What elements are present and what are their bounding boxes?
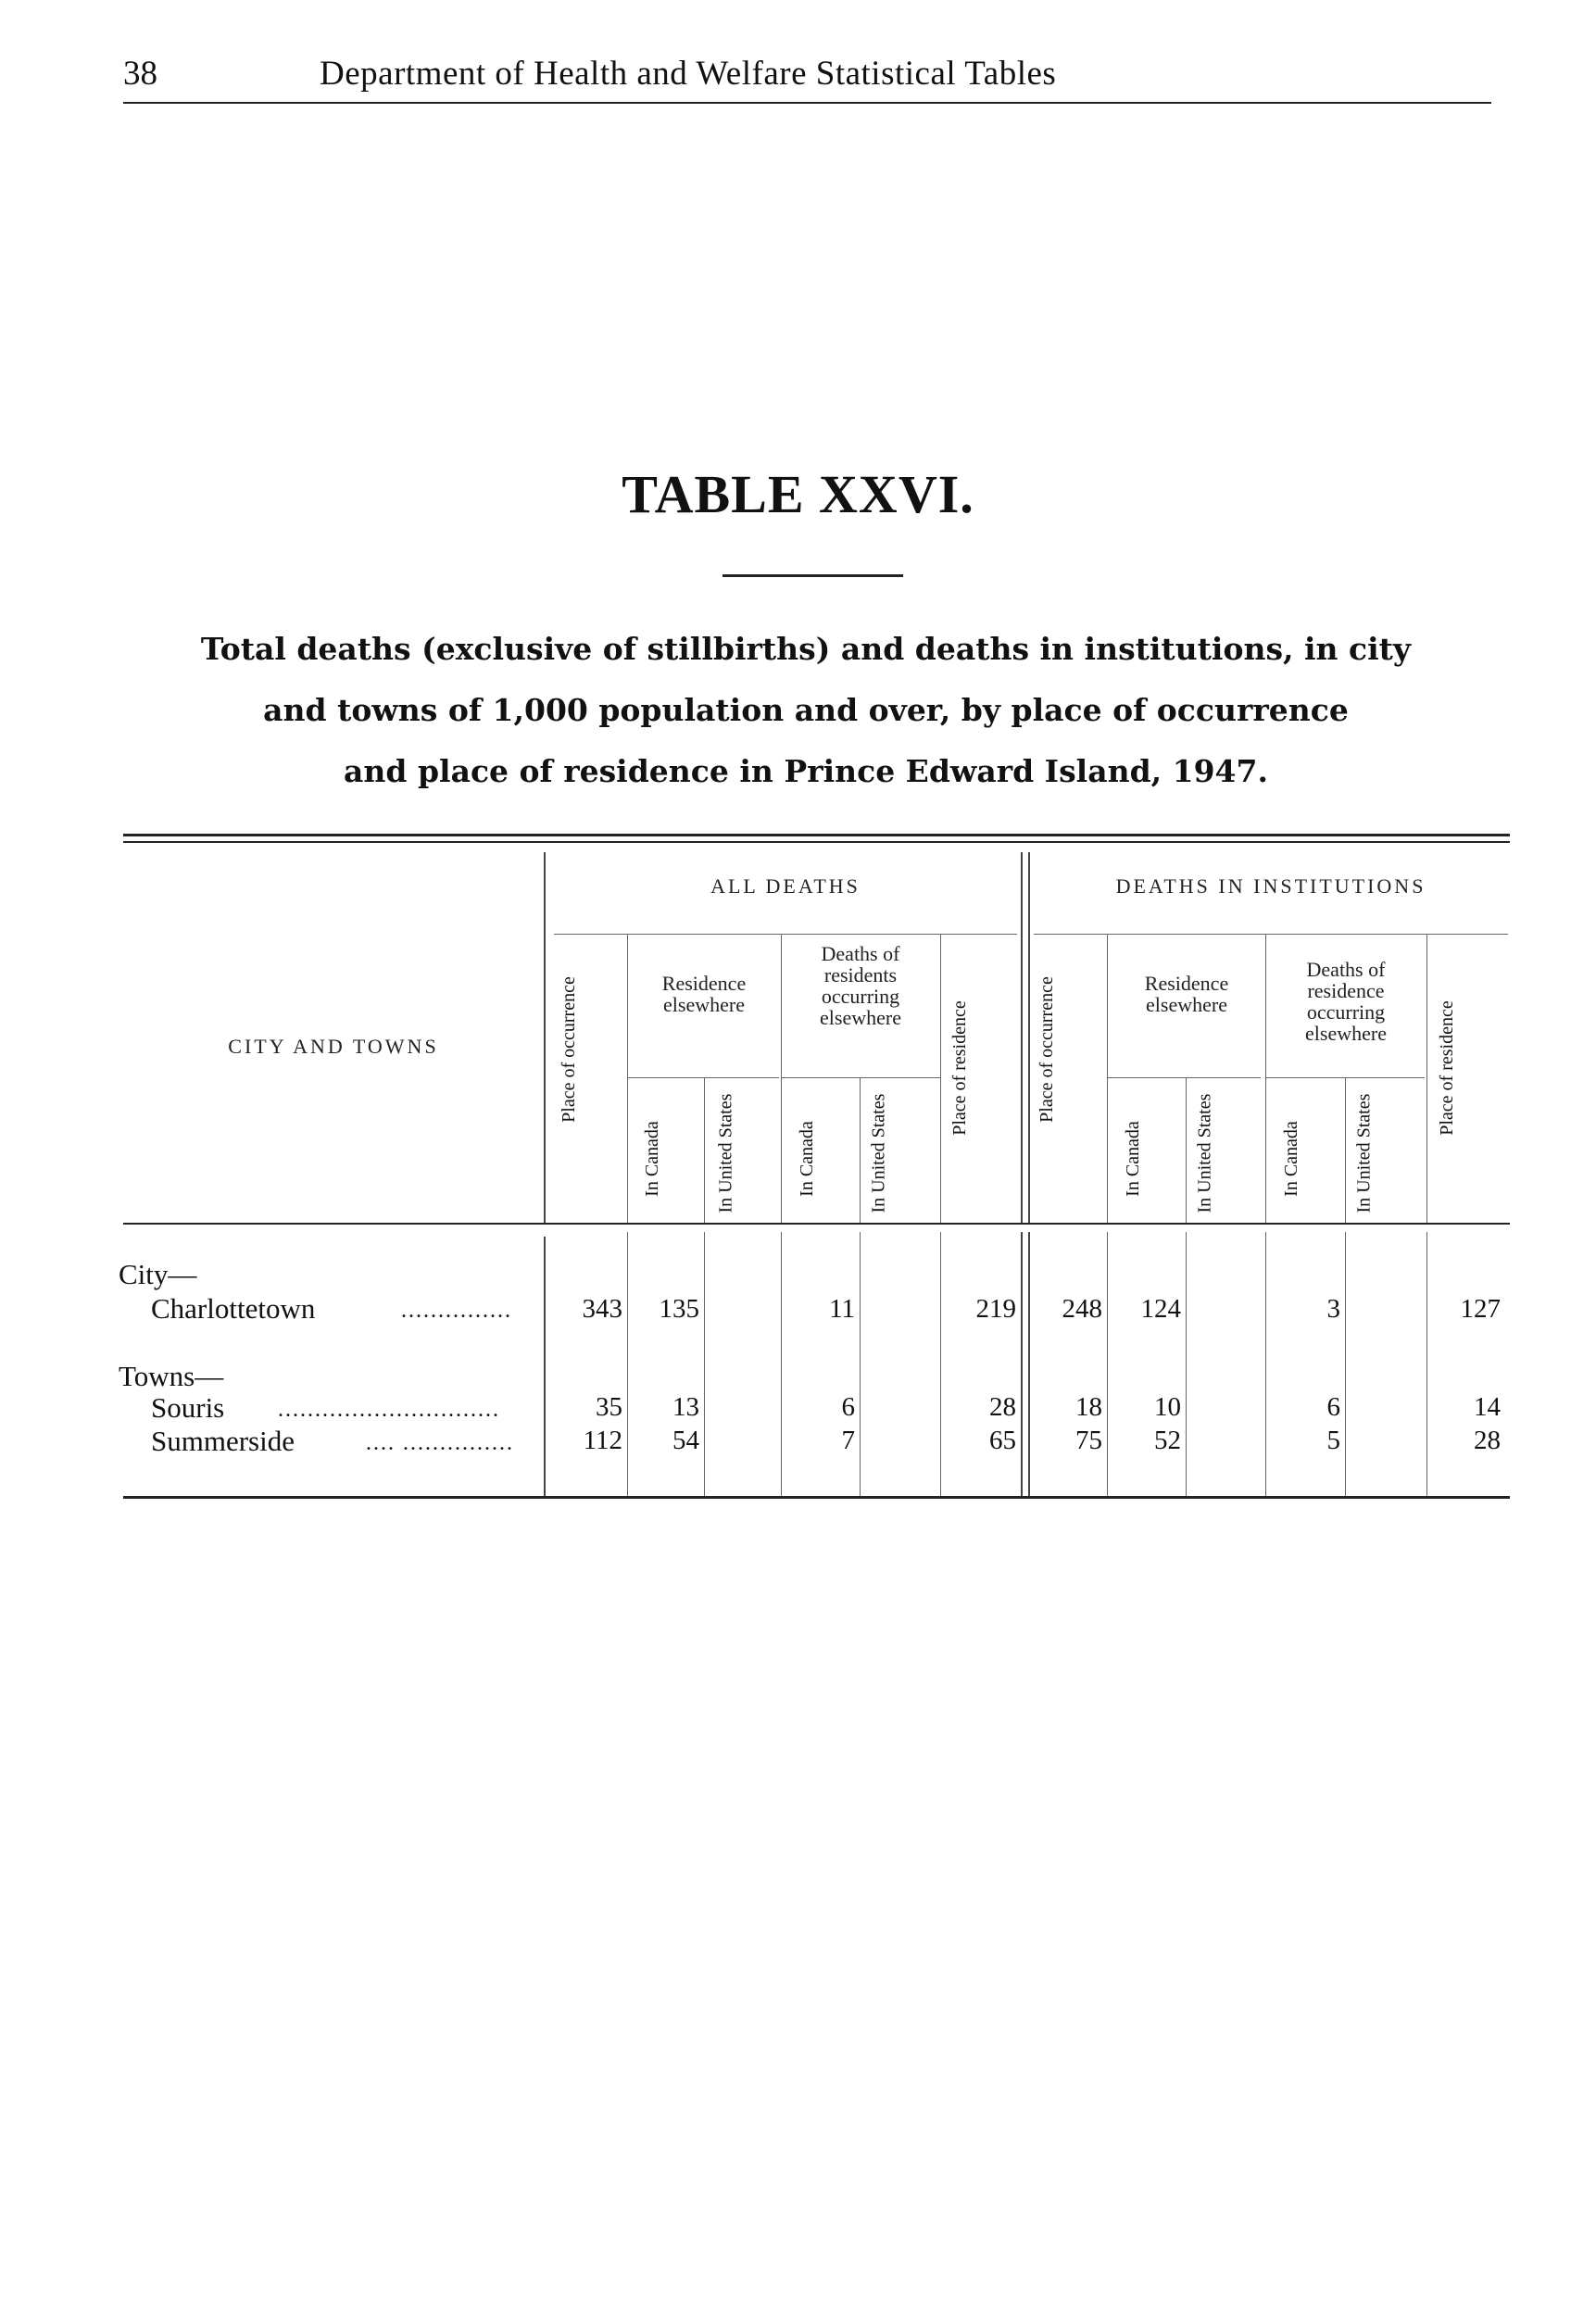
dot-leader: ............... [401, 1299, 512, 1323]
column-rule [1186, 1232, 1187, 1496]
column-rule [1107, 1232, 1108, 1496]
table-cell: 6 [841, 1392, 855, 1422]
header-deaths-of-residents-elsewhere: Deaths of residents occurring elsewhere [820, 942, 901, 1029]
header-in-canada: In Canada [1123, 1121, 1143, 1197]
header-in-united-states: In United States [1353, 1093, 1375, 1213]
column-rule [1345, 1232, 1346, 1496]
column-rule-double [1021, 852, 1023, 1223]
header-in-canada: In Canada [642, 1121, 662, 1197]
page-header [123, 54, 1491, 104]
group-rule-all [554, 934, 1017, 935]
column-rule [1186, 1077, 1187, 1223]
table-cell: 135 [659, 1294, 699, 1324]
subgroup-rule [781, 1077, 940, 1078]
table-cell: 28 [989, 1392, 1016, 1422]
section-label-city: City— [119, 1258, 197, 1290]
column-rule-double [1021, 1232, 1023, 1496]
header-in-united-states: In United States [868, 1093, 889, 1213]
table-cell: 6 [1326, 1392, 1340, 1422]
header-residence-elsewhere: Residence elsewhere [661, 972, 747, 1016]
column-rule [1265, 1232, 1266, 1496]
column-rule [781, 934, 782, 1223]
group-rule-institutions [1034, 934, 1508, 935]
table-cell: 14 [1474, 1392, 1501, 1422]
table-cell: 219 [975, 1294, 1016, 1324]
column-rule [544, 852, 546, 1223]
column-rule [1107, 934, 1108, 1223]
table-cell: 7 [841, 1426, 855, 1455]
column-rule [1265, 934, 1266, 1223]
table-bottom-rule [123, 1496, 1510, 1499]
running-title: Department of Health and Welfare Statistical Tables [320, 55, 1057, 93]
caption-line: and towns of 1,000 population and over, by place of occurrence [263, 692, 1349, 728]
column-rule [627, 1232, 628, 1496]
caption-line: Total deaths (exclusive of stillbirths) and deaths in institutions, in city [200, 631, 1412, 667]
column-rule [704, 1232, 705, 1496]
column-rule [781, 1232, 782, 1496]
column-rule [860, 1232, 861, 1496]
group-header-all-deaths: ALL DEATHS [710, 874, 861, 898]
table-top-rule [123, 834, 1510, 836]
table-cell: 28 [1474, 1426, 1501, 1455]
table-cell: 127 [1460, 1294, 1501, 1324]
table-top-rule-inner [123, 841, 1510, 843]
dot-leader: .............................. [278, 1398, 500, 1422]
column-rule [704, 1077, 705, 1223]
subgroup-rule [1107, 1077, 1261, 1078]
caption-line: and place of residence in Prince Edward Island, 1947. [344, 753, 1268, 789]
table-cell: 124 [1140, 1294, 1181, 1324]
column-rule [627, 934, 628, 1223]
column-rule [1345, 1077, 1346, 1223]
header-deaths-of-residence-elsewhere: Deaths of residence occurring elsewhere [1305, 958, 1387, 1045]
column-rule-double [1028, 852, 1030, 1223]
header-in-united-states: In United States [715, 1093, 736, 1213]
table-cell: 65 [989, 1426, 1016, 1455]
table-caption [120, 619, 1491, 802]
table-cell: 11 [829, 1294, 855, 1324]
row-label: Summerside [151, 1425, 295, 1457]
table-cell: 3 [1326, 1294, 1340, 1324]
row-label: Charlottetown [151, 1292, 316, 1325]
column-rule [940, 934, 941, 1223]
group-header-deaths-in-institutions: DEATHS IN INSTITUTIONS [1115, 874, 1426, 898]
header-place-of-occurrence: Place of occurrence [1037, 976, 1057, 1123]
header-in-canada: In Canada [797, 1121, 817, 1197]
subgroup-rule [627, 1077, 779, 1078]
column-rule [940, 1232, 941, 1496]
title-rule [723, 574, 903, 577]
table-cell: 343 [582, 1294, 622, 1324]
header-in-canada: In Canada [1281, 1121, 1301, 1197]
table-cell: 10 [1154, 1392, 1181, 1422]
table-cell: 13 [672, 1392, 699, 1422]
header-place-of-occurrence: Place of occurrence [559, 976, 579, 1123]
dot-leader: .... ............... [366, 1431, 514, 1455]
section-label-towns: Towns— [119, 1360, 224, 1392]
column-rule-double [1028, 1232, 1030, 1496]
page-number: 38 [123, 55, 157, 93]
row-label: Souris [151, 1391, 225, 1424]
header-bottom-rule [123, 1223, 1510, 1225]
table-cell: 75 [1075, 1426, 1102, 1455]
header-in-united-states: In United States [1194, 1093, 1215, 1213]
column-rule [1426, 1232, 1427, 1496]
table-cell: 18 [1075, 1392, 1102, 1422]
table-cell: 112 [583, 1426, 622, 1455]
column-rule [1426, 934, 1427, 1223]
table-cell: 54 [672, 1426, 699, 1455]
column-rule [860, 1077, 861, 1223]
table-cell: 35 [596, 1392, 622, 1422]
table-title: TABLE XXVI. [622, 464, 974, 524]
header-place-of-residence: Place of residence [1437, 1000, 1457, 1136]
column-rule [544, 1237, 546, 1496]
stub-header: CITY AND TOWNS [228, 1035, 439, 1058]
table-cell: 52 [1154, 1426, 1181, 1455]
header-residence-elsewhere: Residence elsewhere [1144, 972, 1229, 1016]
table-cell: 248 [1062, 1294, 1102, 1324]
table-cell: 5 [1326, 1426, 1340, 1455]
header-place-of-residence: Place of residence [949, 1000, 970, 1136]
